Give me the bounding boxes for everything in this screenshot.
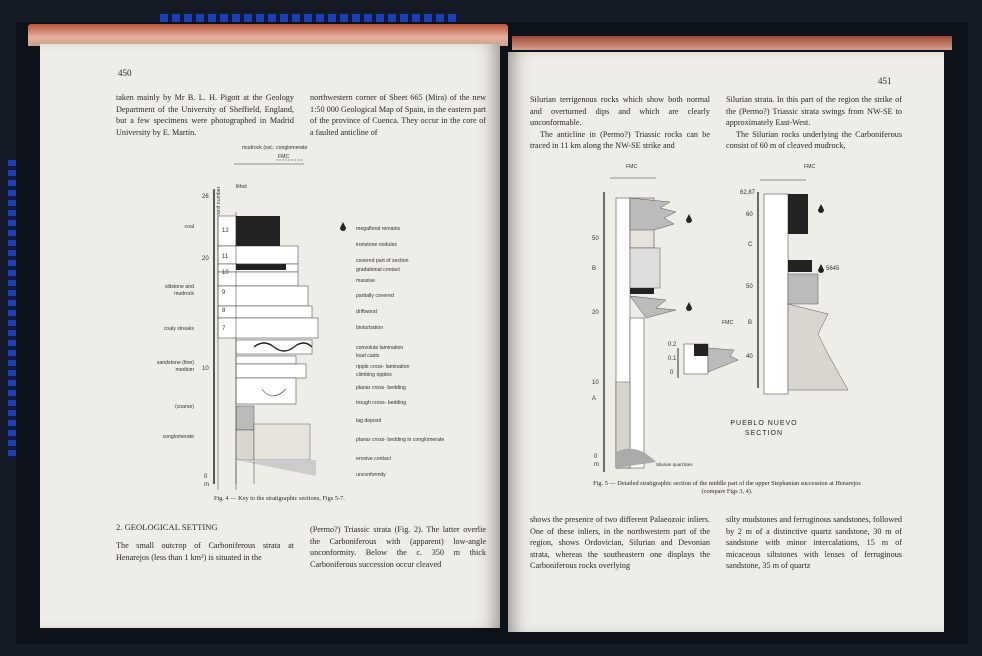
fig4-caption: Fig. 4 — Key to the stratigraphic sections, Figs 5-7.: [214, 495, 345, 502]
fig4-unit-10: 10: [222, 270, 229, 276]
fig5-left-tick-0: 0: [594, 454, 598, 460]
fig4-unit-12: 12: [222, 228, 229, 234]
fig5-right-tick-6287: 62,87: [740, 190, 756, 196]
fig4-unit-11: 11: [222, 254, 229, 260]
fig4-right-label-14: lag deposit: [356, 418, 382, 424]
fig4-right-label-11: climbing ripples: [356, 372, 392, 378]
fig4-right-label-1: ironstone nodules: [356, 242, 397, 248]
fig4-tick-20: 20: [202, 256, 209, 262]
fig5-mid-tick-01: 0.1: [668, 356, 677, 362]
right-col1-bottom-text: shows the presence of two different Palaeozoic inliers. One of these inliers, in the northwestern part of the region, shows Ordovician, Silurian and Devonian strata, whereas the southeastern one displays the Carboniferous rocks overlying: [530, 515, 710, 571]
fig4-right-label-15: planar cross- bedding in conglomerate: [356, 437, 445, 443]
fig4-right-label-12: planar cross- bedding: [356, 385, 406, 391]
fig4-lithol: lithol: [236, 184, 247, 190]
fig4-axis-title: unit number: [216, 186, 222, 214]
fig4-right-label-3: gradational contact: [356, 267, 400, 273]
fig5-fmc-left: FMC: [626, 164, 638, 170]
right-col1-text: Silurian terrigenous rocks which show both normal and overturned dips and which are clearly unconformable. The anticline in (Permo?) Triassic rocks can be traced in 11 km along the NW-SE strike and: [530, 95, 710, 151]
fig5-letter-a-left: A: [592, 396, 597, 402]
fig4-right-label-6: driftwood: [356, 309, 378, 315]
fig4-right-label-7: bioturbation: [356, 325, 384, 331]
fig5-bottom-note: Silurian quartzites: [656, 462, 693, 467]
fig5-sample-number: 5645: [826, 266, 840, 272]
fig4-left-label-0: coal: [184, 224, 194, 230]
fig5-letter-b-left: B: [592, 266, 597, 272]
fig4-unit-m: m: [204, 482, 209, 488]
fig4-left-label-2: coaly streaks: [163, 326, 194, 332]
fig5-letter-b-right: B: [748, 320, 753, 326]
fig5-mid-tick-02: 0.2: [668, 342, 677, 348]
left-col2-bottom-text: (Permo?) Triassic strata (Fig. 2). The latter overlie the Carboniferous with (apparent) low-angle unconformity. Below the c. 350 m thick Carboniferous succession occur cleaved: [310, 525, 486, 569]
page-number-left: 450: [118, 68, 132, 78]
right-col2-bottom-text: silty mudstones and ferruginous sandstones, followed by 2 m of a distinctive quartz sandstone, 30 m of sandstone with minor intercalations, 15 m of micaceous siltstones with lenses of ferruginous sandstone, 35 m of quartz: [726, 515, 902, 571]
right-col2-text: Silurian strata. In this part of the region the strike of the (Permo?) Triassic strata swings from NW-SE to approximately East-West. The Silurian rocks underlying the Carboniferous consist of 60 m of cleaved mudrock,: [726, 95, 902, 151]
fig5-fmc-right: FMC: [804, 164, 816, 170]
fig4-left-label-1: siltstone and mudrock: [164, 284, 194, 297]
fig5-fmc-mid: FMC: [722, 320, 734, 326]
fig5-section-title-2: SECTION: [744, 430, 784, 437]
fig4-right-label-4: massive: [356, 278, 376, 284]
fig4-right-label-0: megafloral remains: [356, 226, 401, 232]
fig4-right-label-17: unconformity: [356, 472, 386, 478]
fig4-unit-9: 9: [222, 290, 226, 296]
fig5-left-tick-20: 20: [592, 310, 599, 316]
right-page: [508, 52, 944, 632]
fig5-caption: Fig. 5 — Detailed stratigraphic section of the middle part of the upper Stephanian succession at Henarejos (compare Figs 3, 4).: [593, 480, 861, 495]
fig4-top-label: mudrock (sst.: conglomerate: [242, 145, 308, 151]
fig4-right-label-2: covered part of section: [356, 258, 409, 264]
section-heading: 2. GEOLOGICAL SETTING: [116, 522, 218, 532]
fig5-left-unit-m: m: [594, 462, 599, 468]
fig5-letter-c-right: C: [748, 242, 753, 248]
fig5-left-tick-10: 10: [592, 380, 599, 386]
fig4-right-label-13: trough cross- bedding: [356, 400, 407, 406]
fig4-right-label-5: partially covered: [356, 293, 394, 299]
fig5-right-tick-40: 40: [746, 354, 753, 360]
fig4-right-label-10: ripple cross- lamination: [356, 364, 410, 370]
fig5-mid-tick-0: 0: [670, 370, 674, 376]
fig4-tick-26: 26: [202, 194, 209, 200]
fig5-right-tick-50: 50: [746, 284, 753, 290]
fig4-left-label-3: sandstone (fine) medium: [156, 360, 194, 373]
left-col1-bottom-text: The small outcrop of Carboniferous strata at Henarejos (less than 1 km²) is situated in the: [116, 541, 294, 562]
fig5-section-title: PUEBLO NUEVO: [730, 420, 798, 427]
fig4-right-label-9: load casts: [356, 353, 380, 359]
page-edge-red-left: [28, 24, 508, 46]
fig4-tick-10: 10: [202, 366, 209, 372]
fig4-tick-0: 0: [204, 474, 208, 480]
left-col2-text: northwestern corner of Sheet 665 (Mira) of the new 1:50 000 Geological Map of Spain, in the eastern part of the province of Cuenca. They occur in the core of a faulted anticline of: [310, 93, 486, 137]
fig4-fmc: FMC: [278, 154, 290, 160]
fig5-left-tick-50: 50: [592, 236, 599, 242]
fig4-left-label-5: conglomerate: [162, 434, 194, 440]
left-page: [40, 44, 500, 628]
fig4-unit-7: 7: [222, 326, 226, 332]
fig5-right-tick-60: 60: [746, 212, 753, 218]
left-col1-text: taken mainly by Mr B. L. H. Pigott at the Geology Department of the University of Sheffield, England, but a few specimens were photographed in Madrid University by E. Martín.: [116, 93, 294, 137]
fig4-unit-8: 8: [222, 308, 226, 314]
fig4-right-label-16: erosive contact: [356, 456, 391, 462]
page-edge-red-right: [512, 36, 952, 50]
fig4-right-label-8: convolute lamination: [356, 345, 404, 351]
fig4-left-label-4: (coarse): [174, 404, 194, 410]
page-number-right: 451: [878, 76, 892, 86]
